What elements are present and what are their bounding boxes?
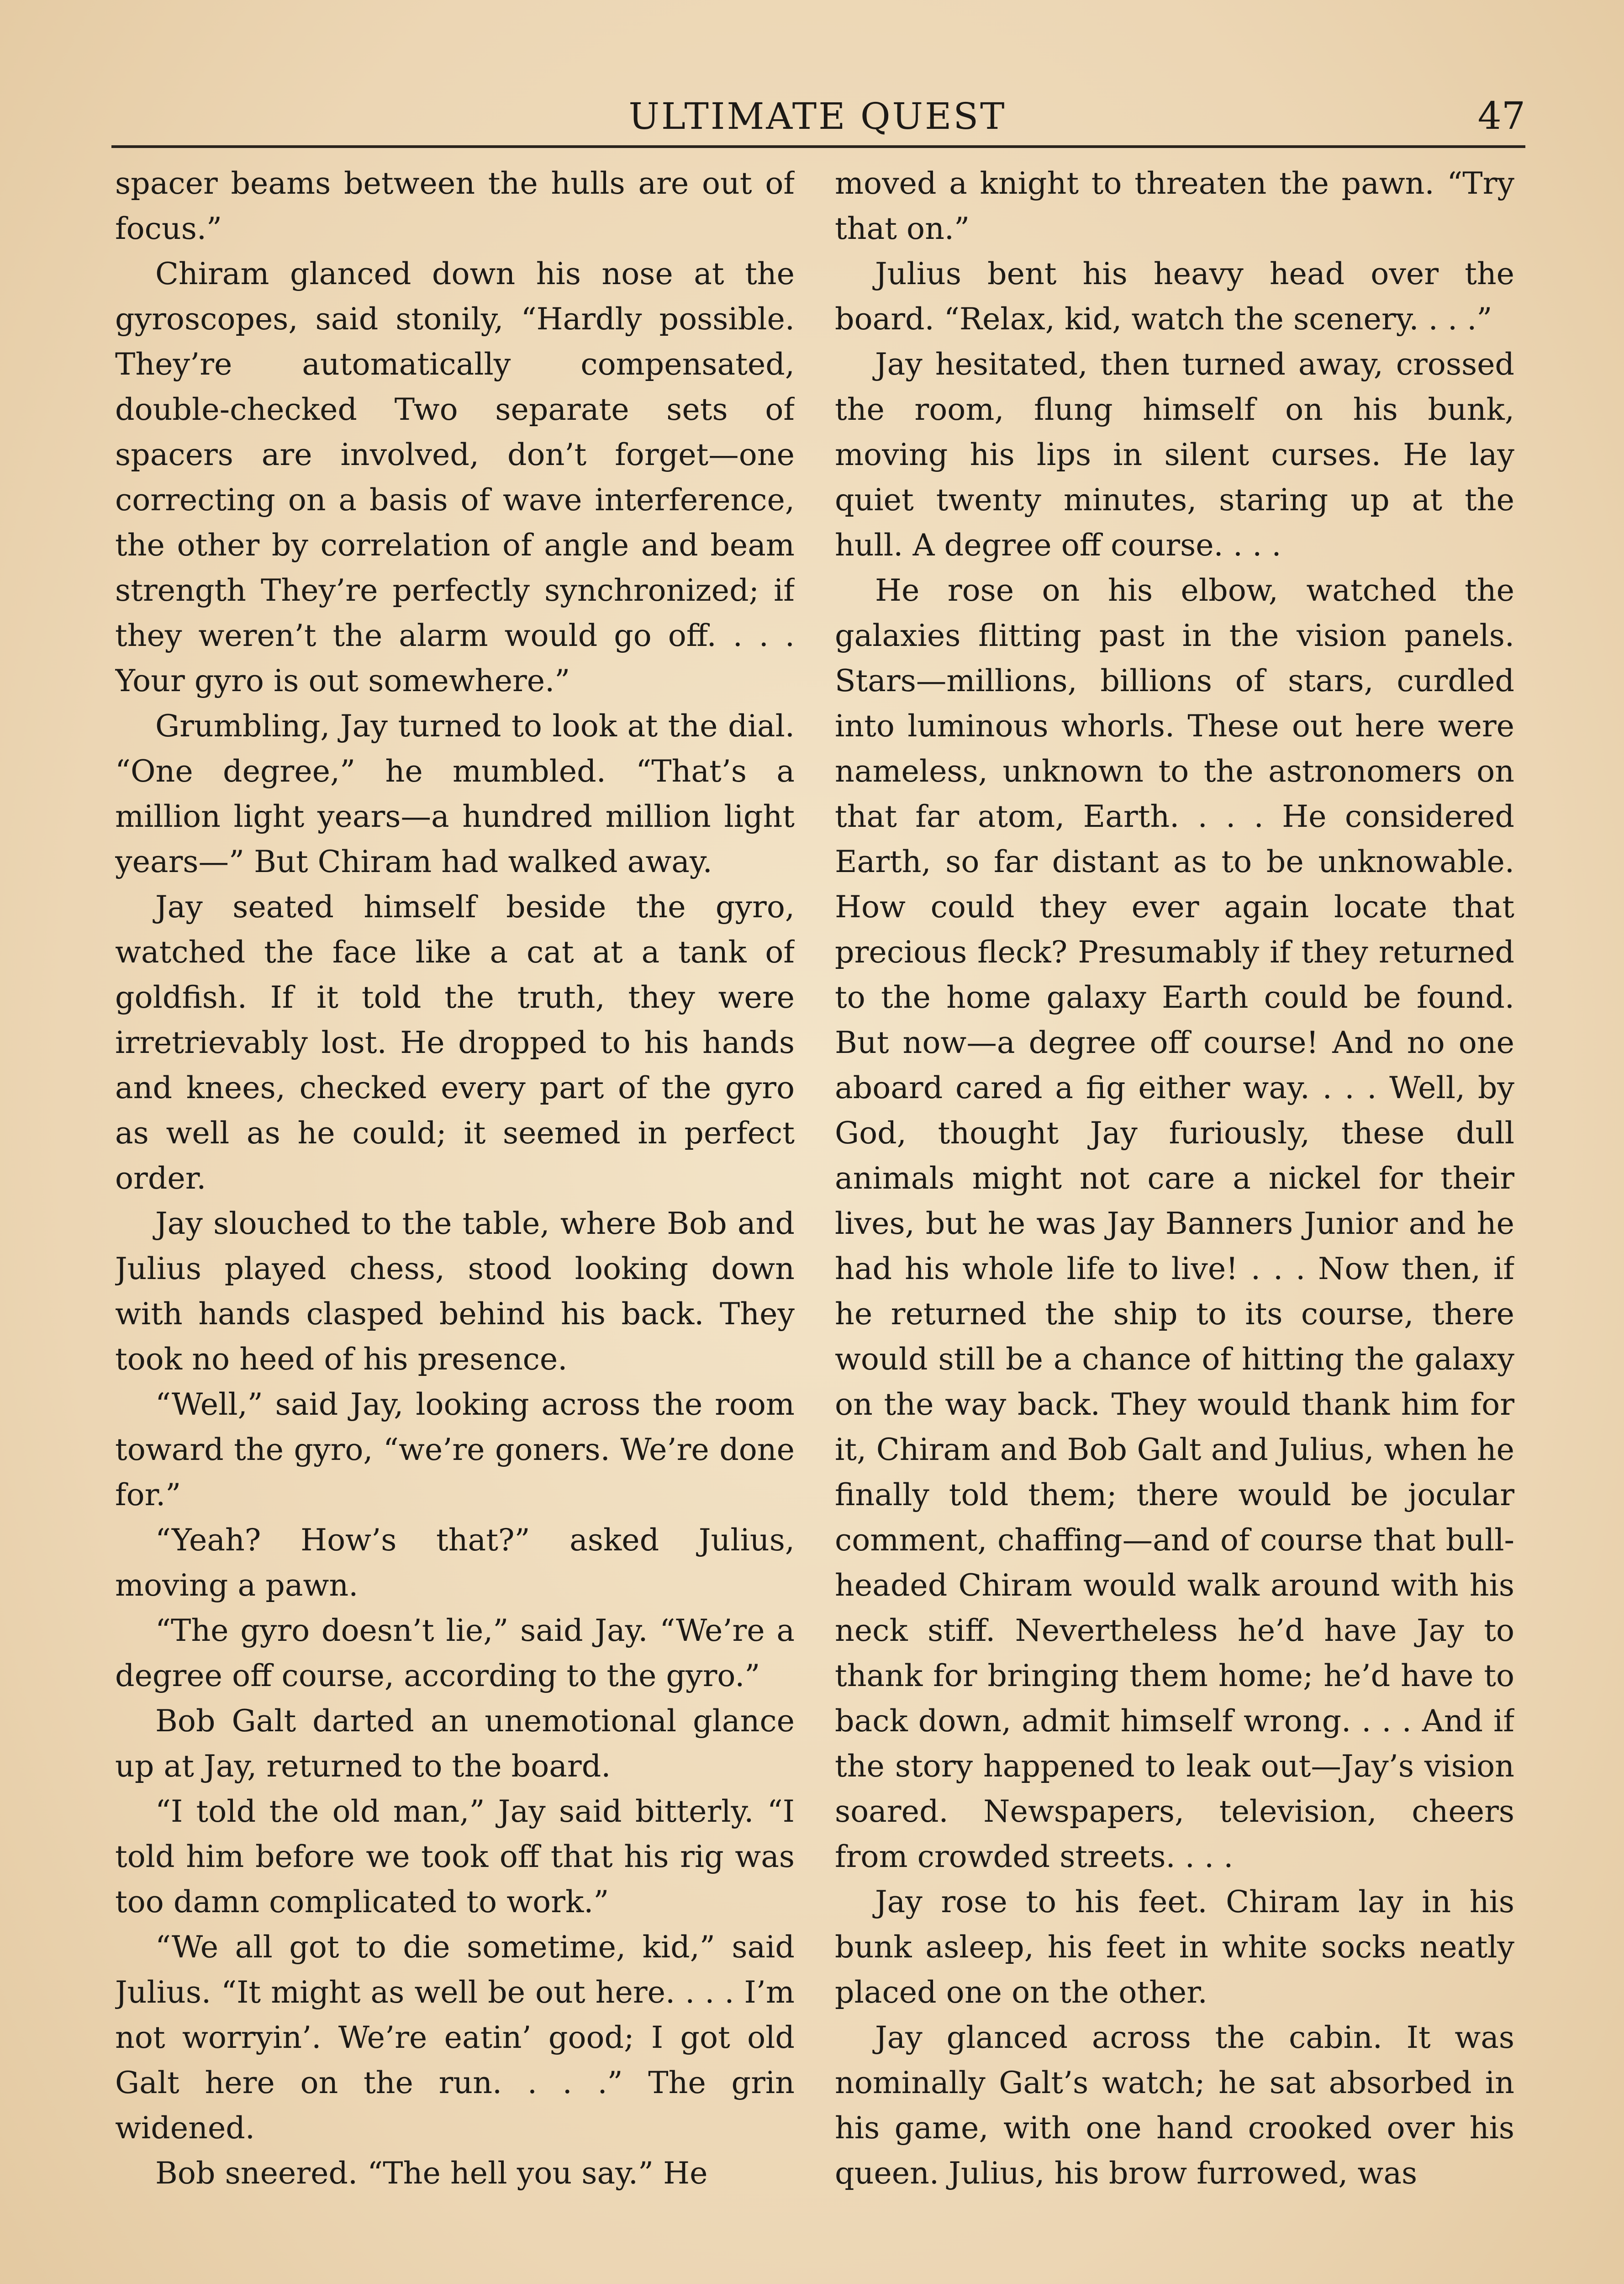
paragraph: Bob Galt darted an unemotional glance up at Jay, returned to the board.: [115, 1703, 795, 1784]
paragraph: Jay glanced across the cabin. It was nominally Galt’s watch; he sat absorbed in his game, with one hand crooked over his queen. Julius, his brow furrowed, was: [835, 2020, 1514, 2191]
paragraph: Chiram glanced down his nose at the gyroscopes, said stonily, “Hardly possible. They’re automatically compensated, double-checked Two separate sets of spacers are involved, don’t forget—one correcting on a basis of wave interference, the other by correlation of angle and beam strength They’re perfectly synchronized; if they weren’t the alarm would go off. . . . Your gyro is out somewhere.”: [115, 256, 795, 698]
running-title: ULTIMATE QUEST: [628, 95, 1007, 137]
right-column: [835, 161, 1514, 2284]
paragraph: Julius bent his heavy head over the board. “Relax, kid, watch the scenery. . . .”: [835, 256, 1514, 337]
paragraph: He rose on his elbow, watched the galaxies flitting past in the vision panels. Stars—millions, billions of stars, curdled into luminous whorls. These out here were nameless, unknown to the astronomers on that far atom, Earth. . . . He considered Earth, so far distant as to be unknowable. How could they ever again locate that precious fleck? Presumably if they returned to the home galaxy Earth could be found. But now—a degree off course! And no one aboard cared a fig either way. . . . Well, by God, thought Jay furiously, these dull animals might not care a nickel for their lives, but he was Jay Banners Junior and he had his whole life to live! . . . Now then, if he returned the ship to its course, there would still be a chance of hitting the galaxy on the way back. They would thank him for it, Chiram and Bob Galt and Julius, when he finally told them; there would be jocular comment, chaffing—and of course that bull-headed Chiram would walk around with his neck stiff. Nevertheless he’d have Jay to thank for bringing them home; he’d have to back down, admit himself wrong. . . . And if the story happened to leak out—Jay’s vision soared. Newspapers, television, cheers from crowded streets. . . .: [835, 572, 1514, 1874]
paragraph: Bob sneered. “The hell you say.” He: [155, 2155, 708, 2191]
paragraph: moved a knight to threaten the pawn. “Try that on.”: [835, 165, 1514, 246]
header-rule: [111, 145, 1525, 148]
paragraph: Jay hesitated, then turned away, crossed the room, flung himself on his bunk, moving his lips in silent curses. He lay quiet twenty minutes, staring up at the hull. A degree off course. . . .: [835, 346, 1514, 563]
paragraph: Jay rose to his feet. Chiram lay in his bunk asleep, his feet in white socks neatly placed one on the other.: [835, 1884, 1514, 2010]
paragraph: “I told the old man,” Jay said bitterly. “I told him before we took off that his rig was too damn complicated to work.”: [115, 1793, 795, 1919]
paragraph: Grumbling, Jay turned to look at the dial. “One degree,” he mumbled. “That’s a million light years—a hundred million light years—” But Chiram had walked away.: [115, 708, 795, 879]
paragraph: “Well,” said Jay, looking across the room toward the gyro, “we’re goners. We’re done for.”: [115, 1386, 795, 1512]
paragraph: “We all got to die sometime, kid,” said Julius. “It might as well be out here. . . . I’m not worryin’. We’re eatin’ good; I got old Galt here on the run. . . .” The grin widened.: [115, 1929, 795, 2146]
page-number: 47: [1477, 95, 1525, 138]
paragraph: “The gyro doesn’t lie,” said Jay. “We’re a degree off course, according to the gyro.”: [115, 1613, 795, 1693]
left-column: [115, 161, 795, 2284]
page-header: [110, 91, 1525, 142]
paragraph: spacer beams between the hulls are out of focus.”: [115, 165, 795, 246]
paragraph: “Yeah? How’s that?” asked Julius, moving a pawn.: [115, 1522, 795, 1603]
paragraph: Jay seated himself beside the gyro, watched the face like a cat at a tank of goldfish. If it told the truth, they were irretrievably lost. He dropped to his hands and knees, checked every part of the gyro as well as he could; it seemed in perfect order.: [115, 889, 795, 1196]
paragraph: Jay slouched to the table, where Bob and Julius played chess, stood looking down with hands clasped behind his back. They took no heed of his presence.: [115, 1205, 795, 1377]
